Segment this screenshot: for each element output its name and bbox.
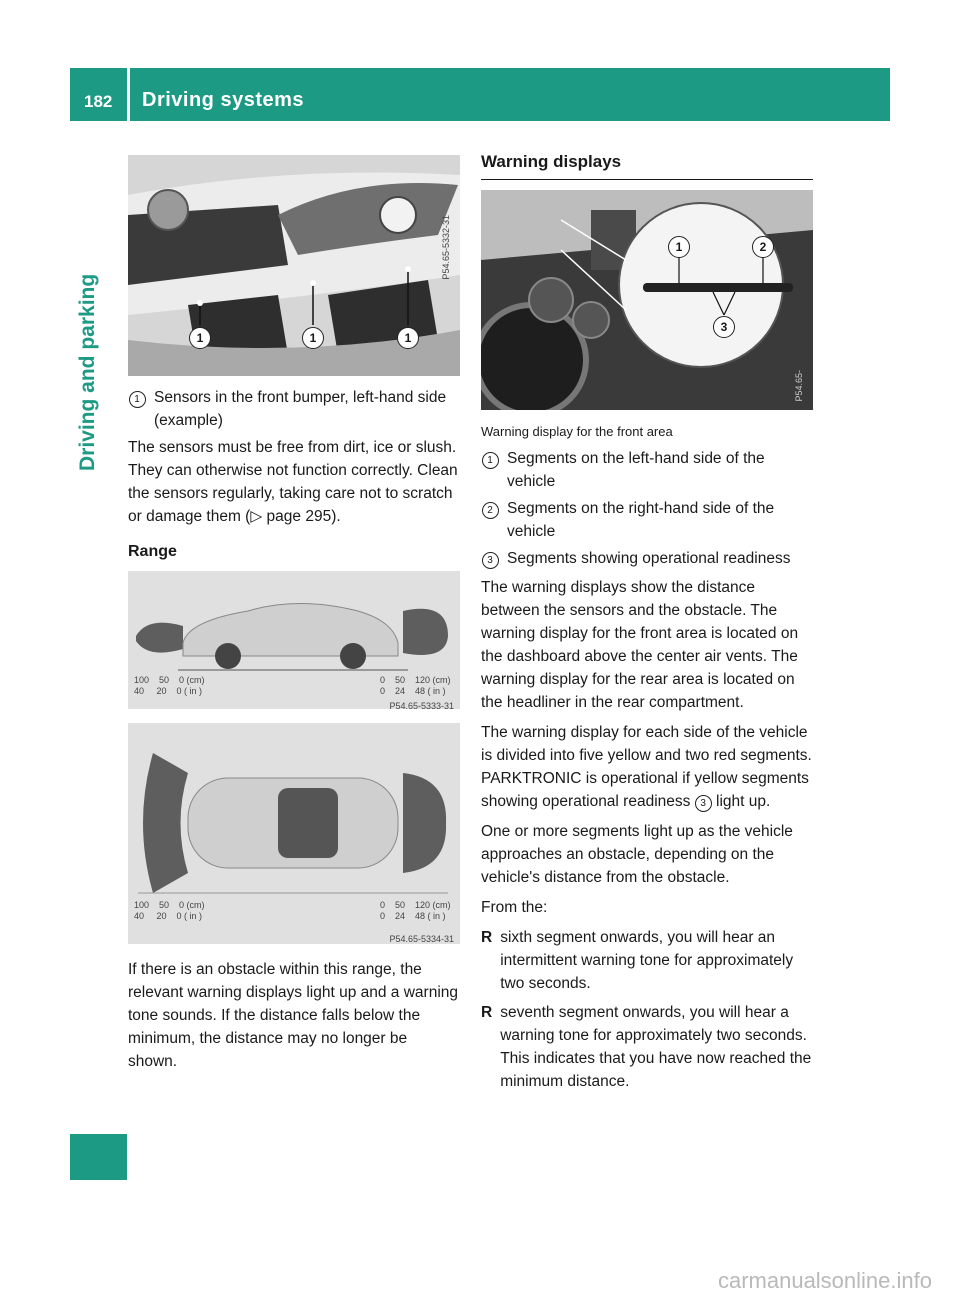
legend-text: Segments on the right-hand side of the vehicle — [507, 500, 775, 540]
figure-code: P54.65-5334-31 — [389, 934, 454, 944]
page-header — [70, 68, 890, 121]
legend-text: Segments showing operational readiness — [507, 550, 791, 567]
legend-text: Segments on the left-hand side of the vehicle — [507, 450, 765, 490]
legend-number: 3 — [482, 552, 499, 569]
paragraph-approach: One or more segments light up as the vehicle approaches an obstacle, depending on the vehicle's distance from the obstacle. — [481, 823, 793, 886]
paragraph-range: If there is an obstacle within this range, the relevant warning displays light up and a warning tone sounds. If the distance falls below the minimum, the distance may no longer be shown. — [128, 961, 459, 1070]
segments-text-end: light up. — [716, 793, 771, 810]
legend-list — [481, 447, 813, 570]
scale-left-cm: 100 50 0 (cm) — [134, 900, 205, 910]
paragraph-warning-location: The warning displays show the distance between the sensors and the obstacle. The warning display for the front area is located on the dashboard above the center air vents. The warning display for the rear area is located on the headliner in the rear compartment. — [481, 579, 799, 711]
segments-text: The warning display for each side of the vehicle is divided into five yellow and two red segments. PARKTRONIC is operational if yellow segments showing operational readiness — [481, 724, 812, 810]
side-tab — [70, 121, 127, 1181]
warning-display-figure — [481, 190, 813, 410]
scale-left-cm: 100 50 0 (cm) — [134, 675, 205, 685]
scale-right-in: 0 24 48 ( in ) — [380, 686, 446, 696]
side-tab-label: Driving and parking — [76, 273, 99, 471]
header-divider — [127, 68, 130, 121]
legend-number: 2 — [482, 502, 499, 519]
bullet-text: seventh segment onwards, you will hear a warning tone for approximately two seconds. This indicates that you have now reached the minimum distance. — [500, 1004, 812, 1090]
side-marker — [70, 1134, 127, 1180]
scale-left-in: 40 20 0 ( in ) — [134, 686, 203, 696]
callout-3: 3 — [713, 316, 735, 338]
scale-left-in: 40 20 0 ( in ) — [134, 911, 203, 921]
callout-1: 1 — [189, 327, 211, 349]
left-column — [128, 155, 460, 1080]
bullet-mark: R — [481, 1004, 493, 1021]
bumper-sensors-figure — [128, 155, 460, 376]
range-heading: Range — [128, 543, 177, 560]
scale-right-in: 0 24 48 ( in ) — [380, 911, 446, 921]
bullet-item — [481, 1001, 813, 1093]
legend-item — [128, 386, 460, 432]
legend-list — [128, 386, 460, 432]
watermark: carmanualsonline.info — [717, 1268, 932, 1293]
range-side-figure — [128, 571, 460, 709]
callout-1: 1 — [668, 236, 690, 258]
bullet-mark: R — [481, 929, 493, 946]
paragraph-from: From the: — [481, 899, 548, 916]
legend-item — [481, 447, 813, 493]
scale-right-cm: 0 50 120 (cm) — [380, 900, 451, 910]
figure-caption: Warning display for the front area — [481, 424, 673, 439]
figure-code: P54.65-5332-31 — [441, 215, 451, 280]
page-number: 182 — [84, 92, 113, 111]
legend-item — [481, 547, 813, 570]
scale-right-cm: 0 50 120 (cm) — [380, 675, 451, 685]
legend-text: Sensors in the front bumper, left-hand side (example) — [154, 389, 447, 429]
inline-number: 3 — [695, 795, 712, 812]
callout-1: 1 — [302, 327, 324, 349]
callout-1: 1 — [397, 327, 419, 349]
legend-number: 1 — [482, 452, 499, 469]
bullet-list — [481, 926, 813, 1093]
figure-code: P54.65- — [794, 370, 804, 402]
page-title: Driving systems — [142, 89, 305, 111]
bullet-item — [481, 926, 813, 995]
range-top-figure — [128, 723, 460, 944]
right-column — [481, 150, 813, 1099]
figure-code: P54.65-5333-31 — [389, 701, 454, 709]
dashboard-illustration — [481, 190, 813, 410]
bullet-text: sixth segment onwards, you will hear an intermittent warning tone for approximately two seconds. — [500, 929, 794, 992]
legend-number: 1 — [129, 391, 146, 408]
legend-item — [481, 497, 813, 543]
warning-displays-heading: Warning displays — [481, 150, 813, 180]
paragraph-sensors: The sensors must be free from dirt, ice or slush. They can otherwise not function correctly. Clean the sensors regularly, taking care not to scratch or damage them (▷ page 295). — [128, 439, 458, 525]
callout-2: 2 — [752, 236, 774, 258]
paragraph-segments — [481, 721, 813, 813]
